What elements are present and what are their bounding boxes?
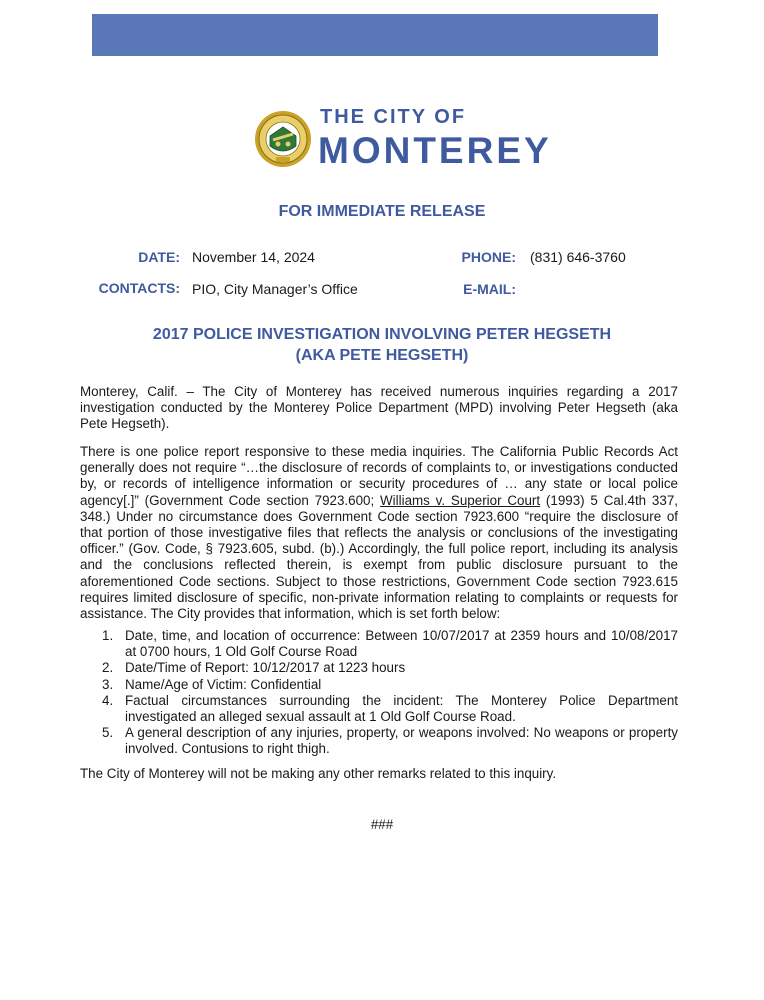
list-item-text: Name/Age of Victim: Confidential	[125, 676, 322, 692]
city-logo	[254, 102, 594, 182]
header-color-bar	[92, 14, 658, 56]
phone-value: (831) 646-3760	[530, 249, 626, 265]
paragraph-records-act	[80, 444, 678, 622]
date-value: November 14, 2024	[192, 249, 315, 265]
list-item-number: 1.	[102, 628, 114, 643]
paragraph-records-text-b: (1993) 5 Cal.4th 337, 348.) Under no circumstance does Government Code section 7923.600 “require the disclosure of that portion of those investigative files that reflects the analysis or conclusions of the investigating officer.” (Gov. Code, § 7923.605, subd. (b).) Accordingly, the full police report, including its analysis and the conclusions reflected therein, is exempt from public disclosure pursuant to the aforementioned Code sections. Subject to those restrictions, Government Code section 7923.615 requires limited disclosure of specific, non-private information relating to complaints or requests for assistance. The City provides that information, which is set forth below:	[80, 492, 678, 622]
release-heading: FOR IMMEDIATE RELEASE	[278, 203, 486, 220]
email-label: E-MAIL:	[463, 281, 516, 297]
paragraph-intro-text: Monterey, Calif. – The City of Monterey has received numerous inquiries regarding a 2017 investigation conducted by the Monterey Police Department (MPD) involving Peter Hegseth (aka Pete Hegseth).	[80, 384, 678, 432]
logo-city-name: MONTEREY	[318, 130, 552, 171]
list-item-text: Factual circumstances surrounding the incident: The Monterey Police Department investigated an alleged sexual assault at 1 Old Golf Course Road.	[125, 692, 678, 725]
headline-line-1: 2017 POLICE INVESTIGATION INVOLVING PETER HEGSETH	[152, 326, 612, 343]
list-item-text: Date, time, and location of occurrence: Between 10/07/2017 at 2359 hours and 10/08/2017 at 0700 hours, 1 Old Golf Course Road	[125, 628, 678, 660]
paragraph-records-text-a: There is one police report responsive to these media inquiries. The California Public Records Act generally does not require “…the disclosure of records of complaints to, or investigations conducted by, or records of intelligence information or security procedures of … any state or local police agency[.]” (Government Code section 7923.600;	[80, 444, 678, 508]
headline-line-2: (AKA PETE HEGSETH)	[295, 347, 469, 364]
list-item-number: 4.	[102, 692, 114, 708]
disclosure-list	[80, 628, 678, 758]
list-item-text: A general description of any injuries, property, or weapons involved: No weapons or property involved. Contusions to right thigh.	[125, 725, 678, 757]
list-item	[80, 660, 678, 676]
list-item	[80, 677, 678, 693]
press-release-headline	[0, 324, 764, 366]
closing-statement: The City of Monterey will not be making any other remarks related to this inquiry.	[80, 766, 557, 781]
logo-city-of-text: THE CITY OF	[320, 106, 467, 128]
case-citation: Williams v. Superior Court	[380, 492, 541, 508]
list-item	[80, 725, 678, 757]
phone-label: PHONE:	[461, 249, 516, 265]
list-item-number: 3.	[102, 676, 114, 692]
contacts-label: CONTACTS:	[98, 280, 180, 296]
list-item-number: 5.	[102, 725, 114, 741]
date-label: DATE:	[138, 249, 180, 265]
list-item-text: Date/Time of Report: 10/12/2017 at 1223 hours	[125, 660, 406, 676]
list-item	[80, 693, 678, 725]
list-item-number: 2.	[102, 660, 114, 676]
contacts-value: PIO, City Manager’s Office	[192, 281, 358, 297]
paragraph-intro	[80, 384, 678, 433]
list-item	[80, 628, 678, 660]
end-of-release-mark: ###	[370, 817, 394, 832]
city-seal-icon	[254, 110, 312, 168]
